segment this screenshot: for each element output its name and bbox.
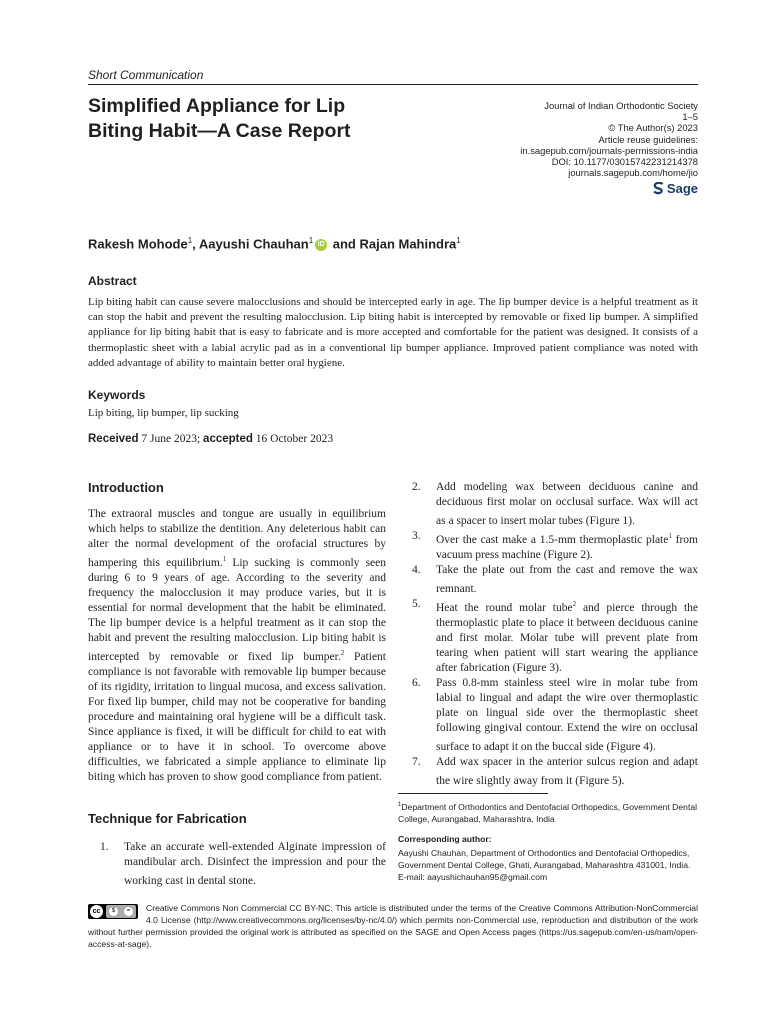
step-number: 1. xyxy=(100,841,109,853)
step-number: 5. xyxy=(412,597,421,610)
received-date: 7 June 2023; xyxy=(138,433,204,445)
author-affiliation-mark: 1 xyxy=(308,236,314,245)
step-number: 3. xyxy=(412,529,421,542)
step-text: Take the plate out from the cast and remove the wax remnant. xyxy=(436,563,698,595)
header-rule xyxy=(88,84,698,85)
affiliation-text: Department of Orthodontics and Dentofacial Orthopedics, Government Dental College, Aurangabad, Maharashtra, India xyxy=(398,801,698,824)
no-derivatives-icon: = xyxy=(124,907,133,916)
list-item xyxy=(412,563,698,597)
affiliation-mark: 1 xyxy=(398,802,402,808)
technique-steps-left xyxy=(100,840,386,889)
keywords-heading: Keywords xyxy=(88,388,146,402)
introduction-heading: Introduction xyxy=(88,480,164,495)
cc-icon: cc xyxy=(90,905,103,918)
list-item xyxy=(412,529,698,563)
introduction-segment: Patient compliance is not favorable with removable lip bumper because of its rigidity, irritation to lingual mucosa, and excess salivation. For fixed lip bumper, child may not be cooperative for banding procedure and maintaining oral hygiene will be a difficult task. Since appliance is fixed, it will be difficult for child to eat with appliance or to have it in school. To overcome above difficulties, we fabricated a simple appliance to eliminate lip biting which has proven to show good compliance from patient. xyxy=(88,651,386,784)
step-number: 4. xyxy=(412,563,421,576)
noncommercial-icon: $ xyxy=(109,907,118,916)
journal-info xyxy=(438,100,698,178)
list-item xyxy=(100,840,386,889)
page-range: 1–5 xyxy=(682,111,698,123)
author-affiliation-mark: 1 xyxy=(456,236,461,245)
article-title: Simplified Appliance for Lip Biting Habit—A Case Report xyxy=(88,95,351,142)
orcid-icon[interactable]: iD xyxy=(315,239,327,251)
permissions-link[interactable]: in.sagepub.com/journals-permissions-india xyxy=(520,144,698,156)
introduction-segment: The extraoral muscles and tongue are usually in equilibrium which helps to stabilize the dentition. Any deleterious habit can alter the normal development of the orofacial structures by hampering this equilibrium. xyxy=(88,508,386,569)
citation-mark: 2 xyxy=(340,649,345,658)
author-separator: and xyxy=(329,236,360,252)
accepted-label: accepted xyxy=(203,433,253,445)
list-item xyxy=(412,597,698,676)
copyright: © The Author(s) 2023 xyxy=(608,122,698,134)
footnote-rule xyxy=(398,793,548,794)
step-text: Heat the round molar tube$^2$ and pierce through the thermoplastic plate to place it between deciduous canine and first molar. Molar tube will prevent plate from tearing when patient will start wearing the appliance after fabrication (Figure 3). xyxy=(436,599,698,674)
author-separator: , xyxy=(192,236,199,252)
technique-steps-right xyxy=(412,480,698,789)
citation-mark: 1 xyxy=(222,555,227,564)
reuse-label: Article reuse guidelines: xyxy=(598,133,698,145)
step-text: Take an accurate well-extended Alginate impression of mandibular arch. Disinfect the impression and pour the working cast in dental stone. xyxy=(124,841,386,887)
cc-terms-icons xyxy=(106,905,136,918)
author-affiliation-mark: 1 xyxy=(187,236,193,245)
corresponding-email[interactable]: E-mail: aayushichauhan95@gmail.com xyxy=(398,872,548,882)
cc-license-icon[interactable] xyxy=(88,904,138,919)
journal-link[interactable]: journals.sagepub.com/home/jio xyxy=(568,167,698,179)
technique-heading: Technique for Fabrication xyxy=(88,811,247,826)
journal-name: Journal of Indian Orthodontic Society xyxy=(544,100,698,111)
corresponding-heading: Corresponding author: xyxy=(398,834,492,844)
received-label: Received xyxy=(88,433,139,445)
author-name: Rakesh Mohode xyxy=(88,236,188,252)
step-number: 2. xyxy=(412,481,421,493)
sage-logo-icon xyxy=(653,182,664,195)
corresponding-details xyxy=(398,847,703,883)
accepted-date: 16 October 2023 xyxy=(252,433,334,445)
step-number: 7. xyxy=(412,755,421,768)
corresponding-name: Aayushi Chauhan, Department of Orthodontics and Dentofacial Orthopedics, xyxy=(398,848,690,858)
author-name: Rajan Mahindra xyxy=(359,236,457,252)
license-text: Creative Commons Non Commercial CC BY-NC: This article is distributed under the terms of the Creative Commons Attribution-NonCommercial 4.0 License (http://www.creativecommons.org/licenses/by-nc/4.0/) which permits non-Commercial use, reproduction and distribution of the work without further permission provided the original work is attributed as specified on the SAGE and Open Access pages (https://us.sagepub.com/en-us/nam/open-access-at-sage). xyxy=(88,903,698,949)
abstract-text: Lip biting habit can cause severe malocclusions and should be intercepted early in age. The lip bumper device is a helpful treatment as it can stop the habit and prevent the resulting malocclusion. Lip biting habit is intercepted by removable or fixed lip bumper. A simplified appliance for lip biting habit that is easy to fabricate and is more accepted and comfortable for the patient was designed. It consists of a thermoplastic sheet with a labial acrylic pad as in a conventional lip bumper appliance. Improved patient compliance was noted with added advantage of ability to maintain better oral hygiene. xyxy=(88,296,698,369)
abstract-heading: Abstract xyxy=(88,274,137,288)
affiliation xyxy=(398,799,698,825)
step-text: Pass 0.8-mm stainless steel wire in molar tube from labial to lingual and adapt the wire over thermoplastic plate on lingual side over the thermoplastic sheet following gingival contour. Extend the wire on occlusal surface to adapt it on the buccal side (Figure 4). xyxy=(436,676,698,753)
introduction-segment: Lip sucking is commonly seen during 6 to 9 years of age. According to the severity and frequency the malocclusion it may produce varies, but it is essential for normal development that the habit be eliminated. The lip bumper device is a helpful treatment as it can stop the habit and prevent the resulting malocclusion. Lip biting habit is intercepted by removable or fixed lip bumper. xyxy=(88,556,386,664)
list-item xyxy=(412,755,698,789)
step-text: Add modeling wax between deciduous canine and deciduous first molar on occlusal surface. Wax will act as a spacer to insert molar tubes (Figure 1). xyxy=(436,481,698,527)
corresponding-address: Government Dental College, Ghati, Aurangabad, Maharashtra 431001, India. xyxy=(398,860,691,870)
license-notice xyxy=(88,902,698,950)
introduction-text xyxy=(88,507,386,786)
step-text: Add wax spacer in the anterior sulcus region and adapt the wire slightly away from it (Figure 5). xyxy=(436,755,698,787)
step-text: Over the cast make a 1.5-mm thermoplastic plate$^1$ from vacuum press machine (Figure 2). xyxy=(436,531,699,561)
keywords-text: Lip biting, lip bumper, lip sucking xyxy=(88,407,239,419)
publisher-name: Sage xyxy=(666,181,698,196)
author-list xyxy=(88,236,461,251)
author-name: Aayushi Chauhan xyxy=(198,236,309,252)
publisher-logo xyxy=(653,181,698,196)
step-number: 6. xyxy=(412,676,421,689)
list-item xyxy=(412,480,698,529)
article-dates xyxy=(88,433,333,445)
list-item xyxy=(412,676,698,755)
doi[interactable]: DOI: 10.1177/03015742231214378 xyxy=(551,156,698,168)
article-type-label: Short Communication xyxy=(88,68,204,82)
